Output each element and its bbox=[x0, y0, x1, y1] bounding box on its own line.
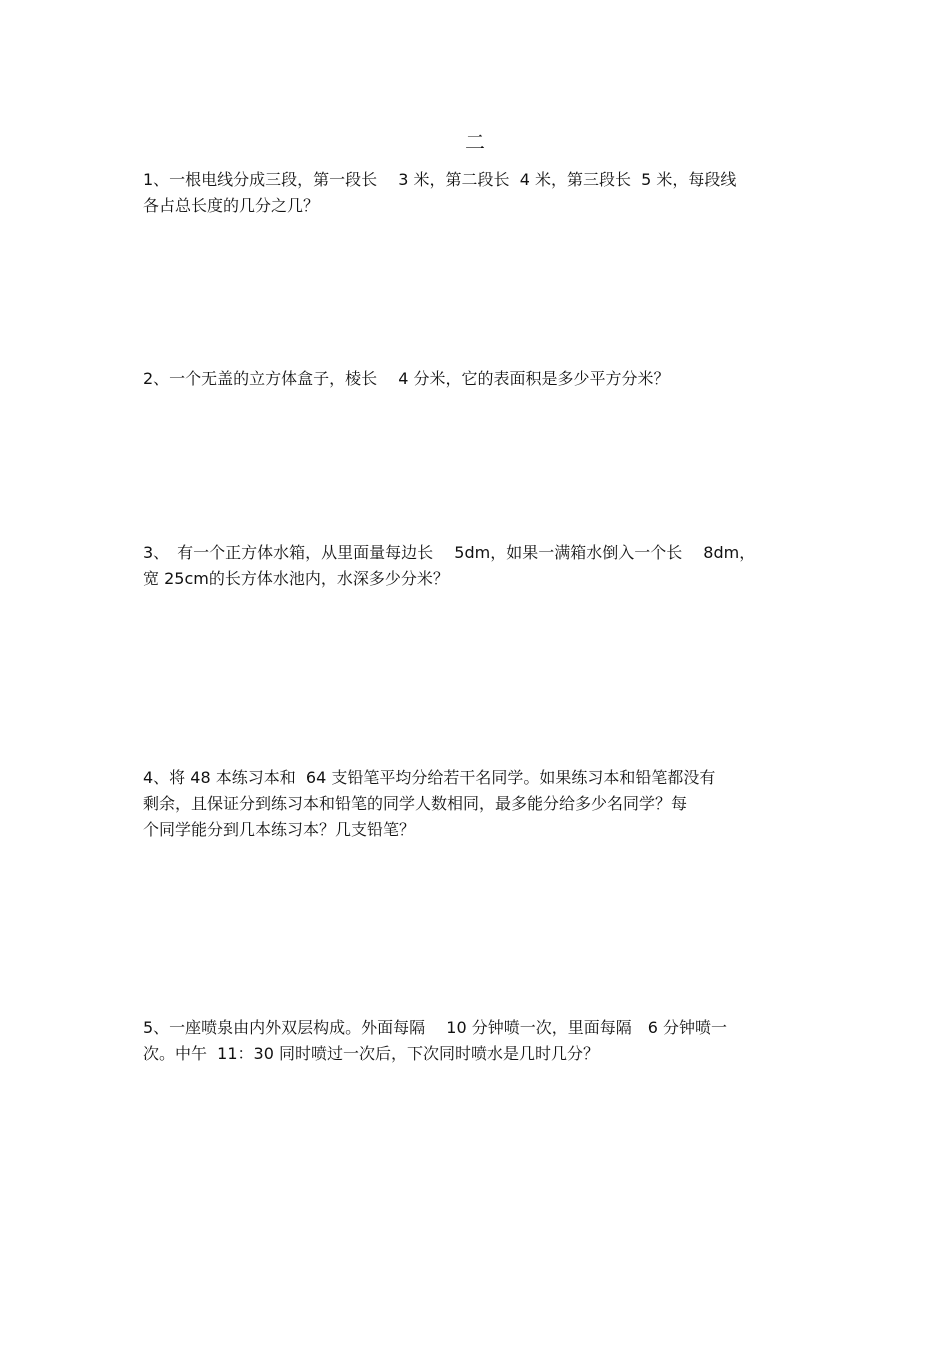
question-5 bbox=[143, 1015, 823, 1067]
question-5-line-2: 次。中午 11：30 同时喷过一次后，下次同时喷水是几时几分？ bbox=[143, 1044, 599, 1063]
question-1-line-2: 各占总长度的几分之几？ bbox=[143, 196, 320, 215]
question-2-line-1: 2、一个无盖的立方体盒子，棱长 4 分米，它的表面积是多少平方分米？ bbox=[143, 369, 670, 388]
question-5-line-1: 5、一座喷泉由内外双层构成。外面每隔 10 分钟喷一次，里面每隔 6 分钟喷一 bbox=[143, 1018, 727, 1037]
page-title: 二 bbox=[465, 130, 485, 154]
question-1 bbox=[143, 167, 823, 219]
question-3-line-2: 宽 25cm的长方体水池内，水深多少分米？ bbox=[143, 569, 449, 588]
question-4-line-3: 个同学能分到几本练习本？几支铅笔？ bbox=[143, 820, 416, 839]
question-4-line-2: 剩余，且保证分到练习本和铅笔的同学人数相同，最多能分给多少名同学？每 bbox=[143, 794, 688, 813]
question-2 bbox=[143, 366, 823, 392]
question-4 bbox=[143, 765, 823, 843]
question-4-line-1: 4、将 48 本练习本和 64 支铅笔平均分给若干名同学。如果练习本和铅笔都没有 bbox=[143, 768, 716, 787]
question-1-line-1: 1、一根电线分成三段，第一段长 3 米，第二段长 4 米，第三段长 5 米，每段线 bbox=[143, 170, 737, 189]
question-3-line-1: 3、 有一个正方体水箱，从里面量每边长 5dm，如果一满箱水倒入一个长 8dm， bbox=[143, 543, 756, 562]
question-3 bbox=[143, 540, 823, 592]
